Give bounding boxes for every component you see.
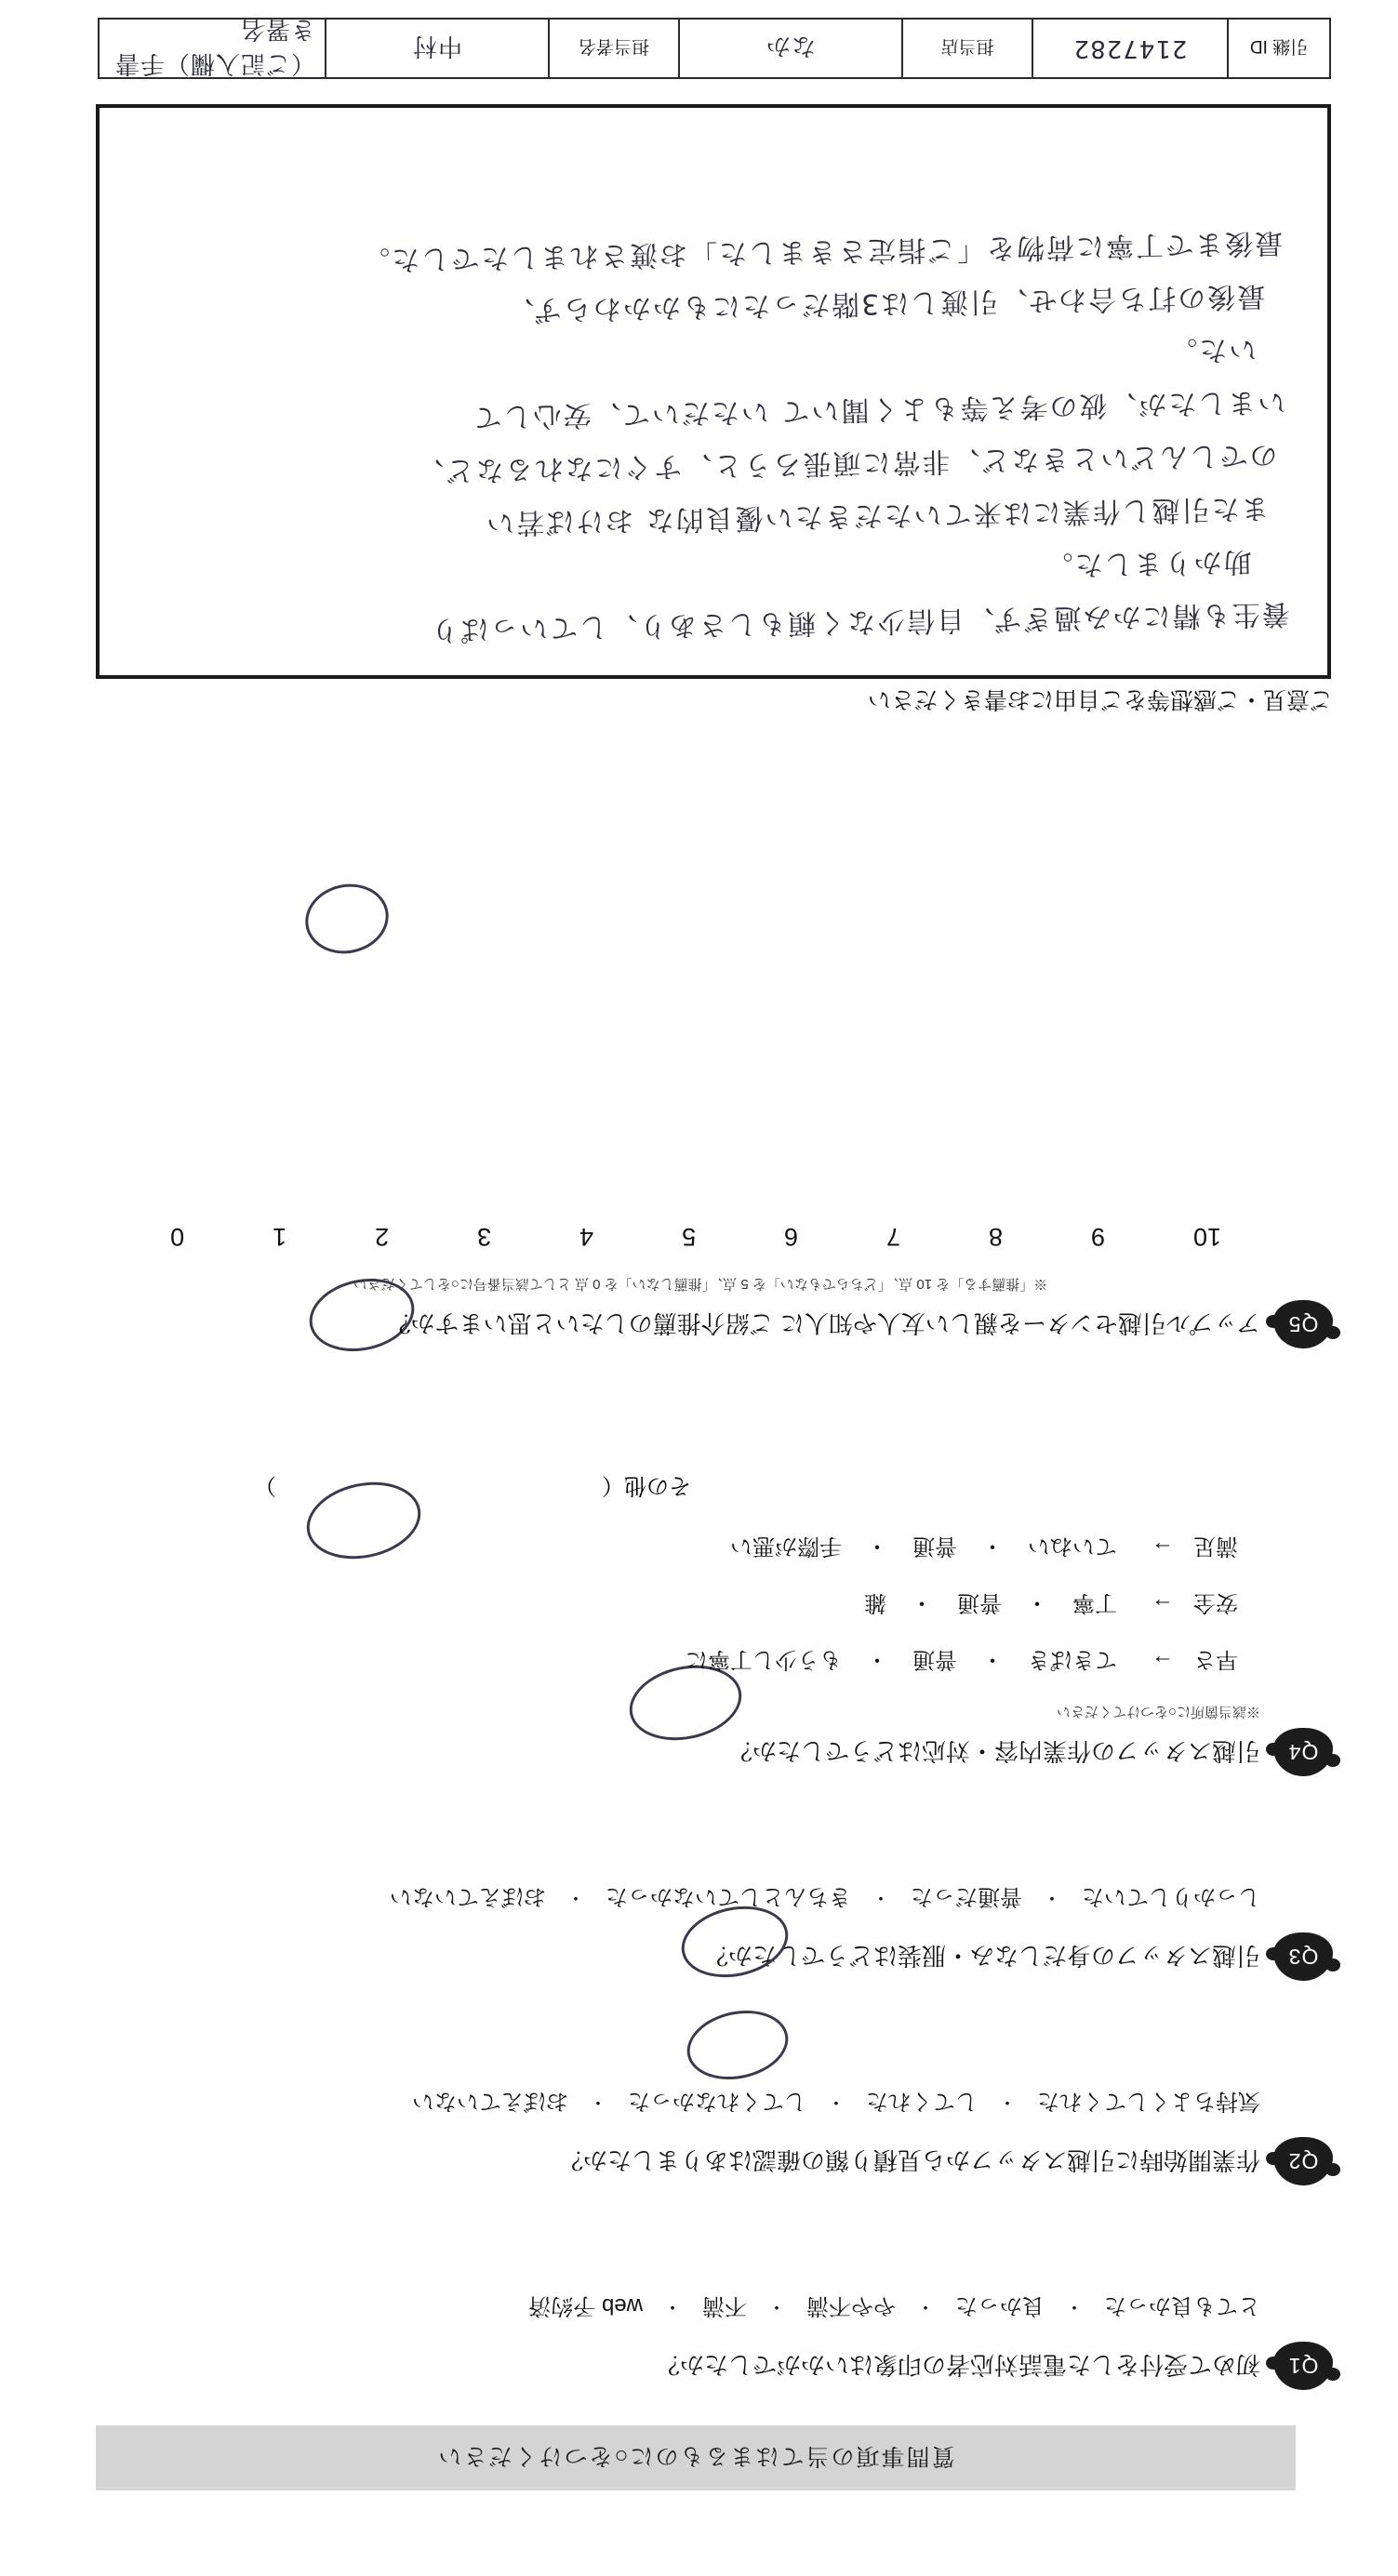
- q3-option-0[interactable]: しっかりしていた: [1082, 1884, 1260, 1909]
- form-dept-value[interactable]: なか: [678, 20, 901, 77]
- q4-row2-option-0[interactable]: ていねい: [1028, 1534, 1117, 1559]
- q2-options: [68, 2088, 1260, 2120]
- q4-badge: Q4: [1273, 1728, 1333, 1776]
- separator-dot: ・: [1026, 1590, 1048, 1615]
- header-instruction-text: 質問事項の当てはまるものに○をつけください: [436, 2443, 955, 2469]
- separator-dot: ・: [981, 1534, 1004, 1559]
- q2-text: 作業開始時に引越スタッフから見積り額の確認はありましたか？: [558, 2146, 1260, 2174]
- q5-scale: [170, 1222, 1221, 1251]
- handwritten-line: また引越し作業には来ていただきたい優良的な おけば若い: [484, 491, 1270, 539]
- q4-matrix-row: [68, 1589, 1333, 1622]
- q1-option-2[interactable]: やや不満: [806, 2293, 896, 2318]
- question-block-q4: [68, 1472, 1333, 1776]
- separator-dot: ・: [866, 1534, 888, 1559]
- separator-dot: ・: [981, 1647, 1004, 1672]
- q4-matrix-row: [68, 1533, 1333, 1565]
- form-id-label: 引継 ID: [1227, 20, 1329, 77]
- q4-row2-label: 満足: [1193, 1534, 1238, 1559]
- q4-row0-sub[interactable]: てきぱき: [1028, 1647, 1117, 1672]
- handwritten-line: のでしんどいときなど、非常に頑張ろうと、すぐになれるなど、: [414, 438, 1278, 488]
- q1-text: 初めて受付をした電話対応者の印象はいかがでしたか？: [655, 2351, 1260, 2379]
- form-id-value[interactable]: 2147282: [1032, 20, 1227, 77]
- question-block-q1: [68, 2292, 1333, 2390]
- q5-note: ※「推薦する」を 10 点、「どちらでもない」を 5 点、「推薦しない」を 0 点 として該当番号に○をしてください: [353, 1276, 1048, 1292]
- handwritten-line: 養生も精にかみ過ぎず、自信少なく頼もしさあり、していっぱり: [428, 597, 1291, 646]
- q5-scale-1[interactable]: 1: [273, 1223, 287, 1251]
- q4-row2-option-1[interactable]: 普通: [912, 1534, 957, 1559]
- separator-dot: ・: [866, 1647, 888, 1672]
- handwritten-line: 助かりました。: [1043, 544, 1252, 582]
- q5-circle-mark: [299, 876, 394, 961]
- q3-option-2[interactable]: きちんとしていなかった: [606, 1884, 851, 1909]
- q4-other-close: ）: [254, 1473, 276, 1498]
- q4-note: ※該当箇所に○をつけてください: [1056, 1704, 1260, 1720]
- question-block-q2: [68, 2088, 1333, 2185]
- q3-option-3[interactable]: おぼえていない: [390, 1884, 546, 1909]
- q5-scale-3[interactable]: 3: [477, 1223, 492, 1251]
- q2-option-1[interactable]: してくれた: [866, 2089, 978, 2114]
- arrow-right-icon: →: [1152, 1593, 1174, 1619]
- q4-other-label: その他（: [602, 1473, 691, 1498]
- q4-row0-label: 早さ: [1193, 1647, 1238, 1672]
- q4-row1-sub[interactable]: 丁寧: [1072, 1590, 1117, 1615]
- separator-dot: ・: [1043, 1887, 1061, 1907]
- q5-scale-0[interactable]: 0: [170, 1223, 185, 1251]
- q2-option-0[interactable]: 気持ちよくしてくれた: [1037, 2089, 1260, 2114]
- form-dept-label: 担当店: [901, 20, 1032, 77]
- handwritten-line: 最後の打ち合わせ、引渡しは3階だったにもかかわらず、: [504, 279, 1266, 327]
- q4-other-line: [68, 1472, 691, 1505]
- q3-option-1[interactable]: 普通だった: [911, 1884, 1022, 1909]
- separator-dot: ・: [872, 1887, 890, 1907]
- q1-options: [68, 2292, 1260, 2325]
- q1-badge: Q1: [1273, 2342, 1333, 2390]
- handwritten-line: いた。: [1166, 332, 1258, 367]
- q4-row1-label: 安全: [1193, 1590, 1238, 1615]
- q2-option-2[interactable]: してくれなかった: [628, 2089, 806, 2114]
- q3-options: [68, 1883, 1260, 1916]
- q4-row1-option-2[interactable]: 雑: [864, 1590, 886, 1615]
- handwritten-line: いましたが、彼の考え等もよく聞いて いただいて、安心して: [472, 385, 1286, 433]
- q5-scale-9[interactable]: 9: [1090, 1223, 1105, 1251]
- handwritten-comment: [139, 216, 1291, 662]
- form-header-line: [98, 15, 1331, 79]
- q4-row1-option-1[interactable]: 普通: [957, 1590, 1002, 1615]
- separator-dot: ・: [911, 1590, 933, 1615]
- separator-dot: ・: [767, 2296, 786, 2317]
- q4-matrix-row: [68, 1646, 1333, 1679]
- separator-dot: ・: [663, 2296, 682, 2317]
- comment-section-title: ご意見・ご感想等をご自由にお書きください: [867, 686, 1333, 712]
- q4-text: 引越スタッフの作業内容・対応はどうでしたか？: [727, 1737, 1260, 1765]
- q5-text: アップル引越センターを親しい友人や知人に ご紹介推薦のしたいと思いますか？: [386, 1309, 1260, 1337]
- q1-option-0[interactable]: とても良かった: [1104, 2293, 1260, 2318]
- q5-scale-5[interactable]: 5: [682, 1223, 697, 1251]
- arrow-right-icon: →: [1152, 1536, 1174, 1562]
- handwritten-line: 最後まで丁寧に荷物を「ご指定さきました」お渡されましたでした。: [359, 226, 1284, 277]
- q5-scale-7[interactable]: 7: [886, 1223, 901, 1251]
- q2-head: [68, 2137, 1333, 2185]
- q5-scale-2[interactable]: 2: [375, 1223, 390, 1251]
- q4-matrix: [68, 1533, 1333, 1679]
- separator-dot: ・: [916, 2296, 935, 2317]
- q4-row0-option-1[interactable]: 普通: [912, 1647, 957, 1672]
- form-signature-field[interactable]: （ご記入欄）手書き署名: [113, 15, 315, 77]
- separator-dot: ・: [998, 2091, 1017, 2112]
- q3-badge: Q3: [1273, 1932, 1333, 1981]
- separator-dot: ・: [566, 1887, 585, 1907]
- separator-dot: ・: [1065, 2296, 1084, 2317]
- q4-head: [68, 1728, 1333, 1776]
- q2-option-3[interactable]: おぼえていない: [412, 2089, 568, 2114]
- q4-row0-option-2[interactable]: もう少し丁寧に: [686, 1647, 842, 1672]
- separator-dot: ・: [827, 2091, 845, 2112]
- separator-dot: ・: [589, 2091, 607, 2112]
- q3-text: 引越スタッフの身だしなみ・服装はどうでしたか？: [703, 1942, 1260, 1970]
- q4-row2-circle-mark: [681, 2001, 795, 2088]
- q5-scale-4[interactable]: 4: [579, 1223, 594, 1251]
- q5-scale-6[interactable]: 6: [784, 1223, 799, 1251]
- q5-scale-8[interactable]: 8: [988, 1223, 1004, 1251]
- q4-row2-option-2[interactable]: 手際が悪い: [730, 1534, 842, 1559]
- q1-option-1[interactable]: 良かった: [955, 2293, 1045, 2318]
- q5-head: [68, 1300, 1333, 1348]
- q5-badge: Q5: [1273, 1300, 1333, 1348]
- question-block-q5: [68, 1222, 1333, 1348]
- form-staff-value[interactable]: 中村: [325, 20, 548, 77]
- q2-badge: Q2: [1273, 2137, 1333, 2185]
- q5-scale-10[interactable]: 10: [1192, 1223, 1221, 1251]
- form-staff-label: 担当者名: [548, 20, 678, 77]
- q1-head: [68, 2342, 1333, 2390]
- header-instruction-bar: [96, 2425, 1296, 2490]
- q1-option-3[interactable]: 不満: [702, 2293, 747, 2318]
- q1-option-4[interactable]: web 予約済: [528, 2293, 643, 2318]
- arrow-right-icon: →: [1152, 1650, 1174, 1676]
